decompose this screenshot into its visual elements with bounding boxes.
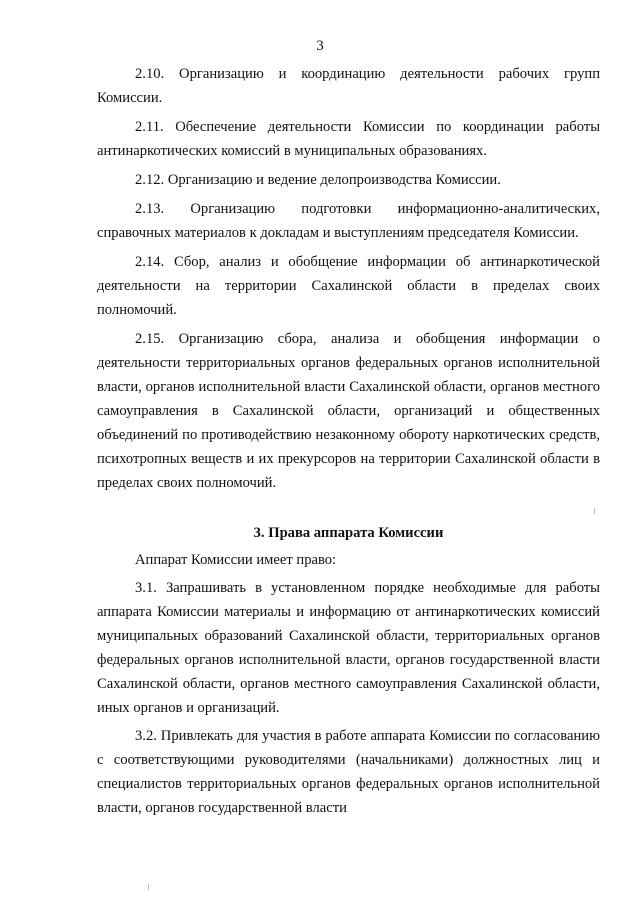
document-body (97, 62, 600, 824)
section-heading: 3. Права аппарата Комиссии (253, 525, 444, 541)
item-2-10: 2.10. Организацию и координацию деятельности рабочих групп Комиссии. (97, 66, 600, 106)
item-2-11: 2.11. Обеспечение деятельности Комиссии по координации работы антинаркотических комиссий в муниципальных образованиях. (97, 119, 600, 159)
item-2-14: 2.14. Сбор, анализ и обобщение информации об антинаркотической деятельности на территории Сахалинской области в пределах своих полномочий. (97, 254, 600, 318)
item-2-15: 2.15. Организацию сбора, анализа и обобщения информации о деятельности территориальных органов федеральных органов исполнительной власти, органов исполнительной власти Сахалинской области, органов местного самоуправления в Сахалинской области, организаций и общественных объединений по противодействию незаконному обороту наркотических средств, психотропных веществ и их прекурсоров на территории Сахалинской области в пределах своих полномочий. (97, 331, 600, 491)
section-intro: Аппарат Комиссии имеет право: (135, 552, 337, 568)
item-3-1: 3.1. Запрашивать в установленном порядке необходимые для работы аппарата Комиссии материалы и информацию от антинаркотических комиссий муниципальных образований Сахалинской области, территориальных органов федеральных органов исполнительной власти, органов государственной власти Сахалинской области, органов местного самоуправления Сахалинской области, иных органов и организаций. (97, 580, 600, 716)
item-2-12: 2.12. Организацию и ведение делопроизводства Комиссии. (135, 172, 501, 188)
scan-artifact-mark (148, 884, 149, 890)
item-2-13: 2.13. Организацию подготовки информационно-аналитических, справочных материалов к докладам и выступлениям председателя Комиссии. (97, 201, 600, 241)
item-3-2: 3.2. Привлекать для участия в работе аппарата Комиссии по согласованию с соответствующими руководителями (начальниками) должностных лиц и специалистов территориальных органов федеральных органов исполнительной власти, органов государственной власти (97, 728, 600, 816)
page-number: 3 (316, 38, 324, 54)
scan-artifact-mark (594, 508, 595, 514)
